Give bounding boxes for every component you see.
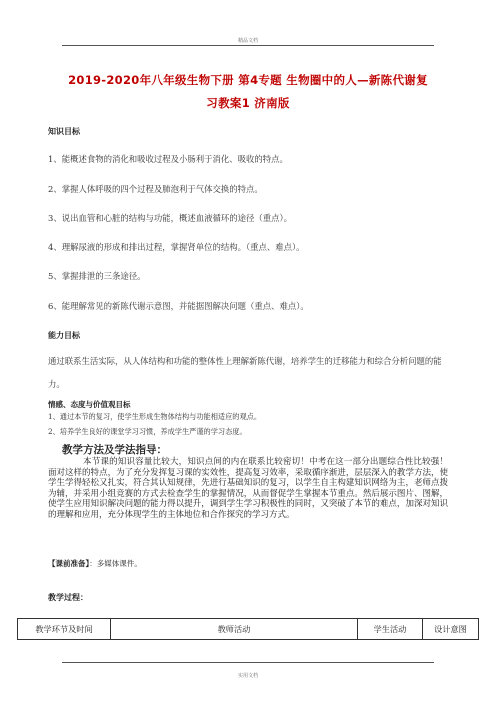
- knowledge-item: 1、能概述食物的消化和吸收过程及小肠利于消化、吸收的特点。: [48, 154, 288, 164]
- document-title-line1: 2019-2020年八年级生物下册 第4专题 生物圈中的人—新陈代谢复: [68, 73, 428, 87]
- table-header-cell: 学生活动: [358, 619, 423, 640]
- process-heading: 教学过程：: [48, 593, 88, 602]
- table-header-row: [18, 619, 479, 640]
- lesson-table: [17, 618, 479, 640]
- knowledge-item: 5、掌握排泄的三条途径。: [48, 271, 146, 281]
- knowledge-item: 3、说出血管和心脏的结构与功能，概述血液循环的途径（重点）。: [48, 213, 293, 223]
- footer-rule: [62, 662, 434, 663]
- header-text: 精品文档: [237, 38, 258, 44]
- knowledge-item: 4、理解尿液的形成和排出过程，掌握肾单位的结构。（重点、难点）。: [48, 242, 305, 252]
- ability-text: 通过联系生活实际，从人体结构和功能的整体性上理解新陈代谢，培养学生的迁移能力和综合分析问题的能力。: [48, 356, 442, 389]
- emotion-item: 1、通过本节的复习，使学生形成生物体结构与功能相适应的观点。: [48, 412, 262, 421]
- knowledge-item: 2、掌握人体呼吸的四个过程及肺泡利于气体交换的特点。: [48, 184, 263, 194]
- table-header-cell: 设计意图: [423, 619, 479, 640]
- emotion-heading: 情感、态度与价值观目标: [48, 400, 131, 409]
- class-prep: [48, 558, 142, 569]
- table-header-cell: 教学环节及时间: [18, 619, 111, 640]
- prep-value: ：多媒体课件。: [89, 559, 142, 568]
- knowledge-item: 6、能理解常见的新陈代谢示意图，并能据图解决问题（重点、难点）。: [48, 301, 309, 311]
- guide-text: 本节课的知识容量比较大，知识点间的内在联系比较密切！中考在这一部分出题综合性比较强！面对这样的特点，为了充分发挥复习课的实效性，提高复习效率，采取循序渐进，层层深入的教学方法，使学生学得轻松又扎实，符合其认知规律，先进行基础知识的复习，以学生自主构建知识网络为主，老师点拨为辅，并采用小组竞赛的方式去检查学生的掌握情况，从而督促学生掌握本节重点。然后展示图片、图解，使学生应用知识解决问题的能力得以提升，调到学生学习积极性的同时，又突破了本节的难点，加深对知识的理解和应用，充分体现学生的主体地位和合作探究的学习方式。: [48, 457, 448, 520]
- guide-heading: 教学方法及学法指导：: [62, 444, 167, 456]
- table-header-cell: 教师活动: [111, 619, 358, 640]
- page-footer: [0, 662, 496, 692]
- prep-label: 【课前准备】: [48, 559, 90, 568]
- knowledge-heading: 知识目标: [48, 127, 80, 136]
- emotion-item: 2、培养学生良好的课堂学习习惯，养成学生严谨的学习态度。: [48, 427, 247, 436]
- ability-heading: 能力目标: [48, 331, 80, 340]
- document-title-line2: 习教案1 济南版: [206, 96, 290, 110]
- header-rule: [62, 45, 434, 46]
- footer-text: 实用文档: [237, 673, 258, 679]
- page-header: [0, 0, 496, 47]
